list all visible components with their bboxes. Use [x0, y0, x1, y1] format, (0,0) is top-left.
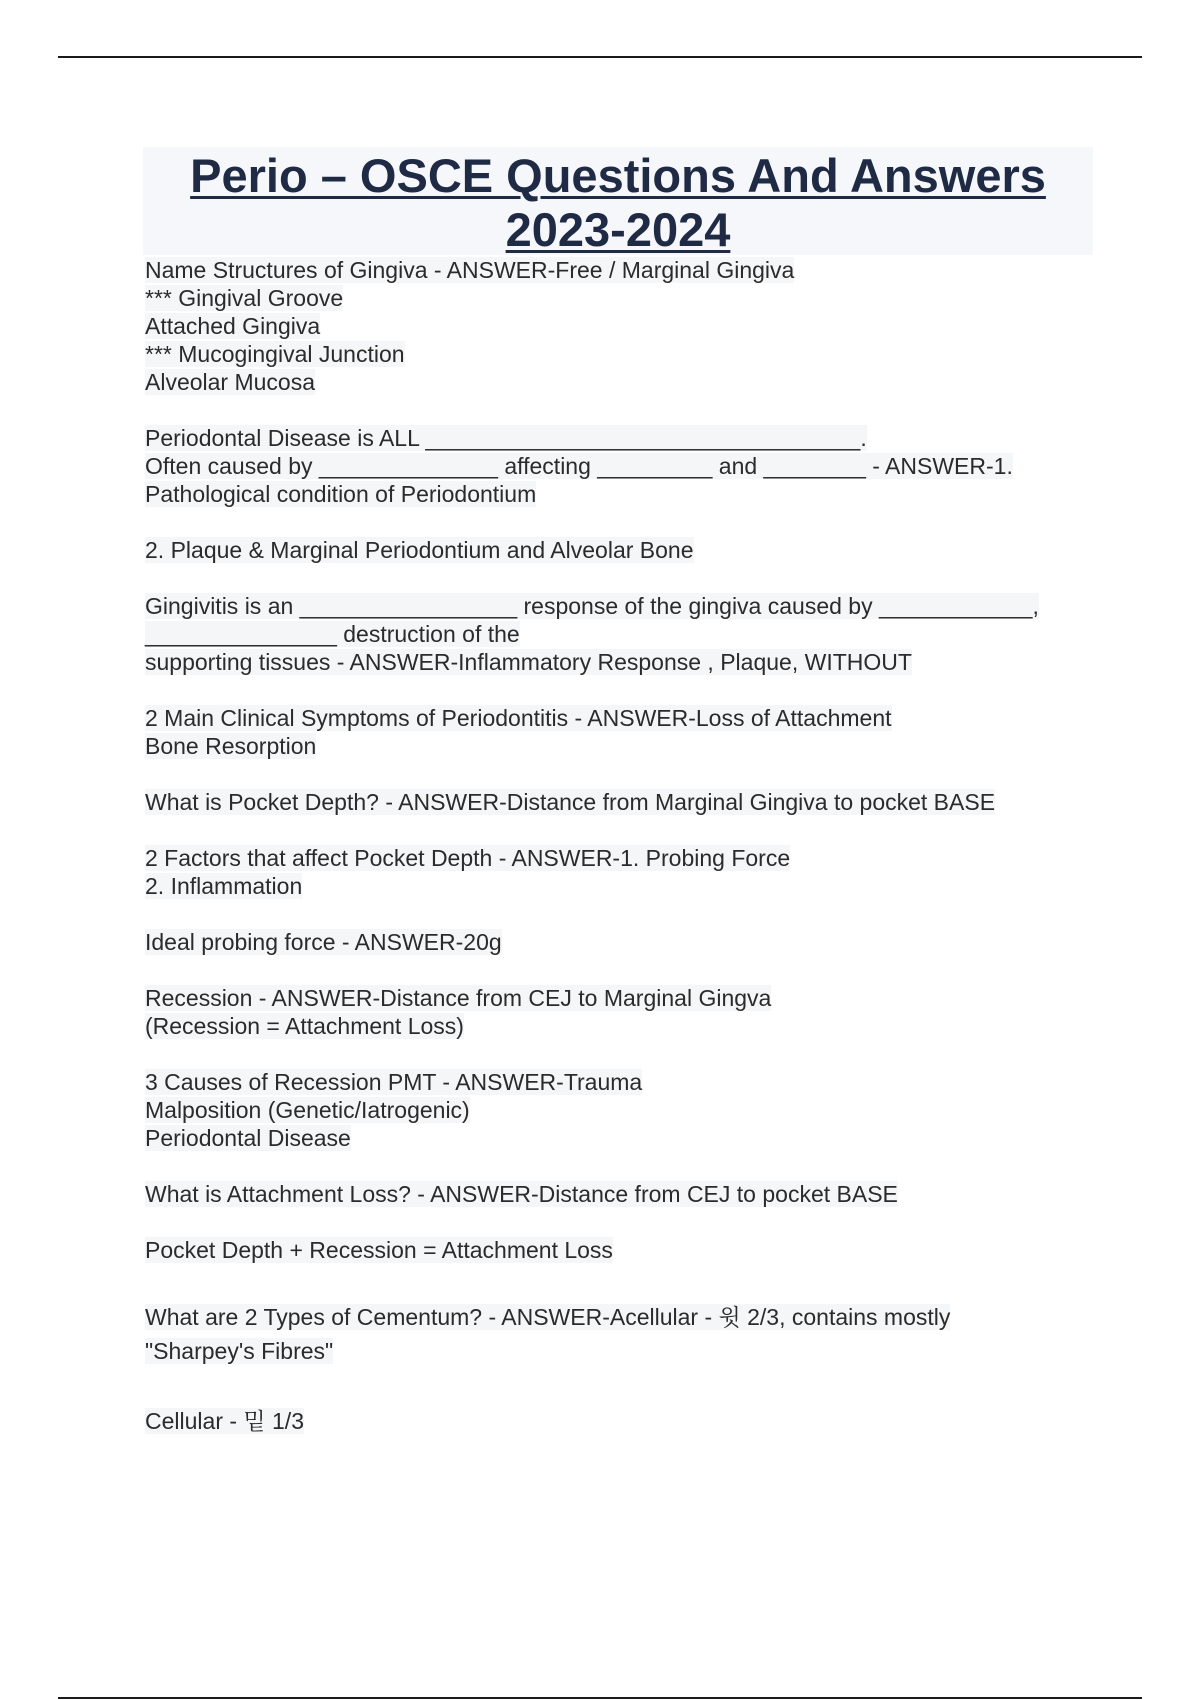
qa-line: Malposition (Genetic/Iatrogenic) — [145, 1097, 470, 1123]
qa-item-attachment-loss — [145, 1180, 1095, 1208]
qa-line: 2. Plaque & Marginal Periodontium and Alveolar Bone — [145, 537, 694, 563]
qa-line: *** Gingival Groove — [145, 285, 344, 311]
bottom-divider — [58, 1697, 1142, 1699]
qa-item-recession — [145, 984, 1095, 1040]
qa-line: Name Structures of Gingiva - ANSWER-Free / Marginal Gingiva — [145, 257, 795, 283]
qa-line: Pocket Depth + Recession = Attachment Loss — [145, 1237, 613, 1263]
qa-line: supporting tissues - ANSWER-Inflammatory Response , Plaque, WITHOUT — [145, 649, 912, 675]
qa-line: Ideal probing force - ANSWER-20g — [145, 929, 502, 955]
title-line-2: 2023-2024 — [505, 203, 731, 256]
title-block — [143, 147, 1093, 255]
qa-line: (Recession = Attachment Loss) — [145, 1013, 464, 1039]
qa-line: "Sharpey's Fibres" — [145, 1338, 334, 1364]
qa-content — [145, 256, 1095, 1438]
qa-line: 3 Causes of Recession PMT - ANSWER-Trauma — [145, 1069, 643, 1095]
qa-item-pocket-depth — [145, 788, 1095, 816]
qa-line: _______________ destruction of the — [145, 621, 520, 647]
qa-line: Gingivitis is an _________________ response of the gingiva caused by ____________, — [145, 593, 1039, 619]
qa-line: Often caused by ______________ affecting _________ and ________ - ANSWER-1. — [145, 453, 1013, 479]
qa-line: What is Attachment Loss? - ANSWER-Distance from CEJ to pocket BASE — [145, 1181, 898, 1207]
qa-item-periodontal-disease — [145, 424, 1095, 508]
qa-line: Pathological condition of Periodontium — [145, 481, 537, 507]
qa-item-pocket-depth-factors — [145, 844, 1095, 900]
qa-line: Recession - ANSWER-Distance from CEJ to Marginal Gingva — [145, 985, 772, 1011]
qa-item-probing-force — [145, 928, 1095, 956]
qa-line: Bone Resorption — [145, 733, 317, 759]
qa-item-recession-causes — [145, 1068, 1095, 1152]
qa-item-structures-gingiva — [145, 256, 1095, 396]
qa-item-cementum — [145, 1300, 1095, 1368]
qa-item-plaque — [145, 536, 1095, 564]
qa-line: What are 2 Types of Cementum? - ANSWER-Acellular - 윗 2/3, contains mostly — [145, 1304, 951, 1330]
document-title — [143, 147, 1093, 257]
qa-line: Attached Gingiva — [145, 313, 321, 339]
qa-line: Periodontal Disease is ALL __________________________________. — [145, 425, 867, 451]
qa-item-periodontitis-symptoms — [145, 704, 1095, 760]
qa-line: Alveolar Mucosa — [145, 369, 316, 395]
qa-item-gingivitis — [145, 592, 1095, 676]
qa-line: 2 Factors that affect Pocket Depth - ANSWER-1. Probing Force — [145, 845, 791, 871]
qa-line: 2. Inflammation — [145, 873, 303, 899]
top-divider — [58, 56, 1142, 58]
qa-line: Periodontal Disease — [145, 1125, 351, 1151]
qa-item-formula — [145, 1236, 1095, 1264]
title-line-1: Perio – OSCE Questions And Answers — [190, 149, 1046, 202]
qa-line: What is Pocket Depth? - ANSWER-Distance from Marginal Gingiva to pocket BASE — [145, 789, 996, 815]
qa-line: *** Mucogingival Junction — [145, 341, 405, 367]
qa-line: 2 Main Clinical Symptoms of Periodontitis - ANSWER-Loss of Attachment — [145, 705, 892, 731]
qa-line: Cellular - 밑 1/3 — [145, 1408, 304, 1434]
qa-item-cellular — [145, 1404, 1095, 1438]
